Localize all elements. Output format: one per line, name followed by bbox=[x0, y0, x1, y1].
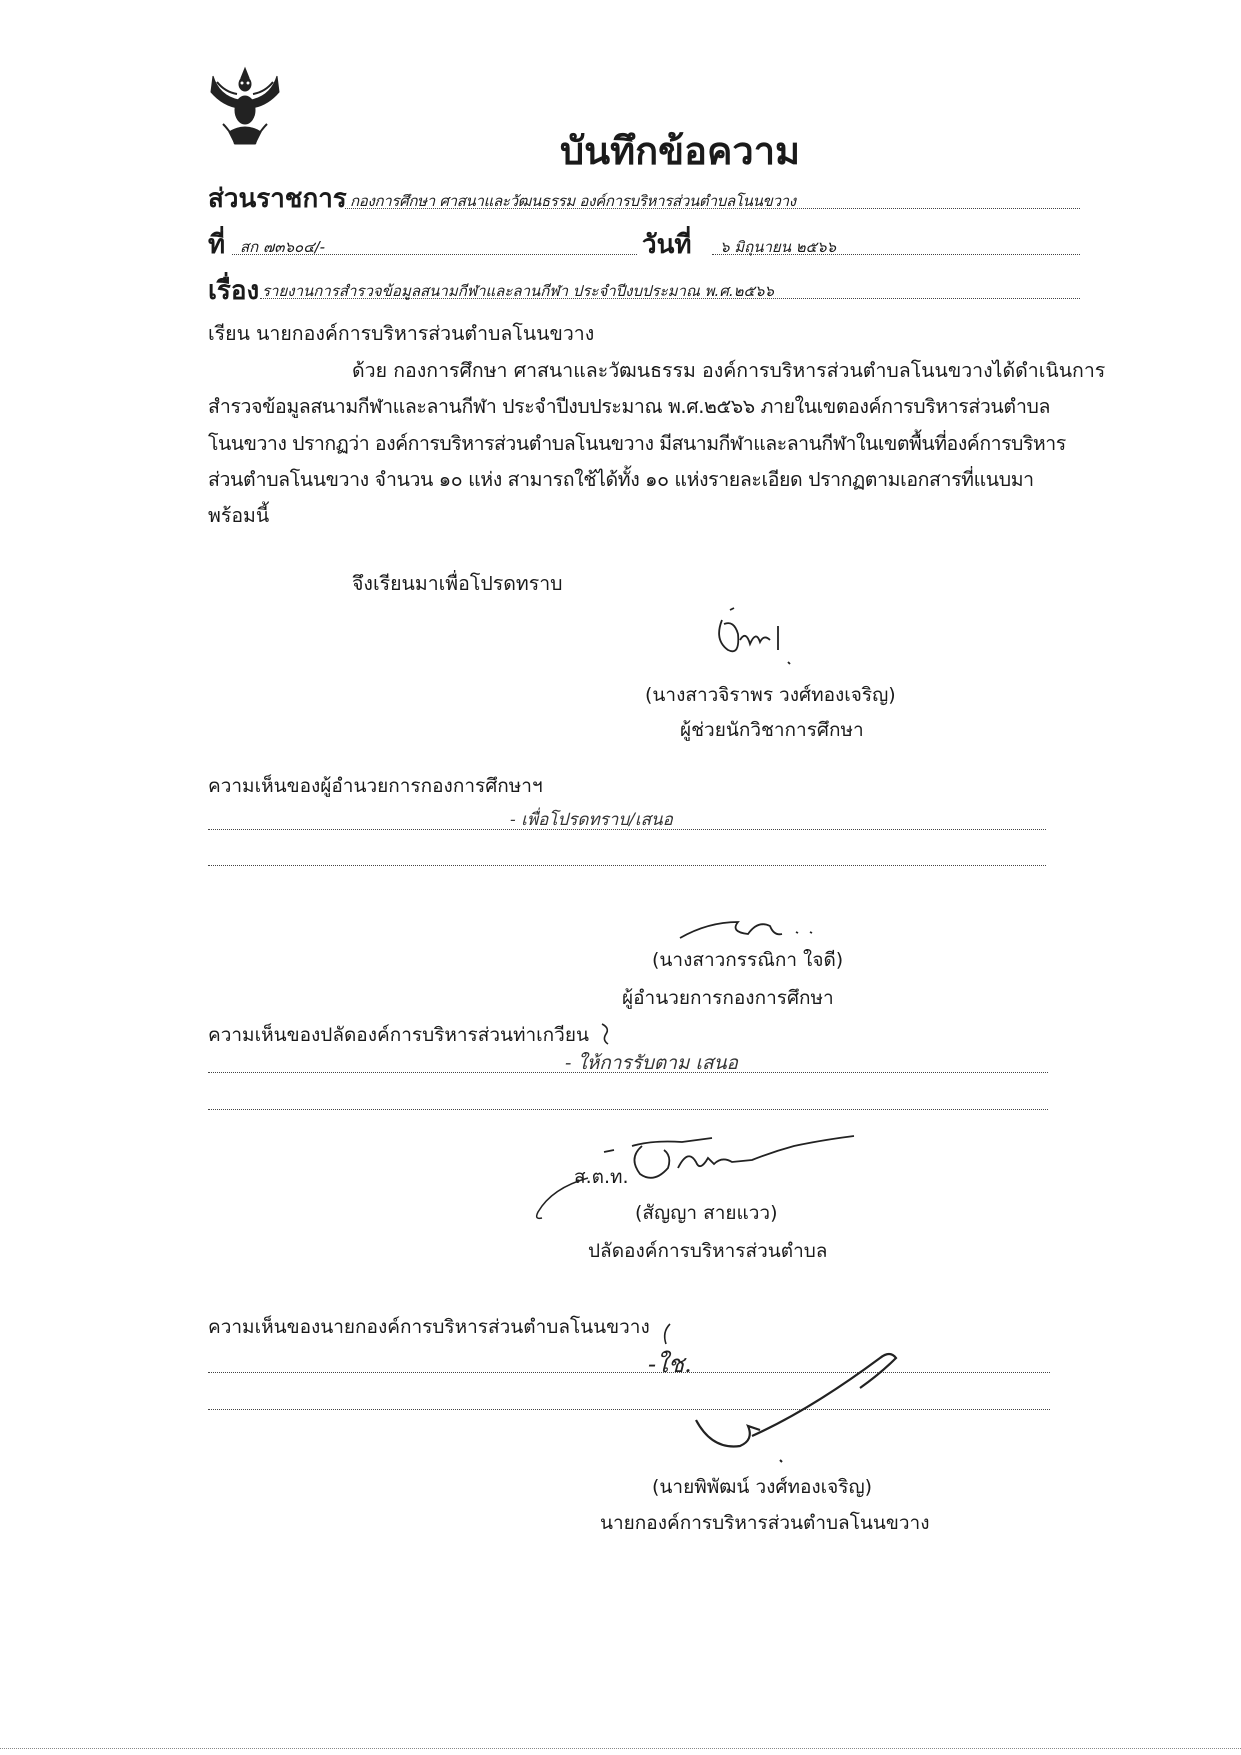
body-line: โนนขวาง ปรากฏว่า องค์การบริหารส่วนตำบลโนนขวาง มีสนามกีฬาและลานกีฬาในเขตพื้นที่องค์การบริหาร bbox=[208, 432, 1066, 455]
scan-edge-artifact bbox=[0, 1748, 1241, 1749]
signer-3-position: ปลัดองค์การบริหารส่วนตำบล bbox=[588, 1240, 828, 1262]
ref-value: สก ๗๓๖๐๔/- bbox=[240, 238, 326, 256]
signer-3-name: (สัญญา สายแวว) bbox=[635, 1202, 778, 1224]
opinion-2-line-2 bbox=[208, 1109, 1048, 1110]
document-title: บันทึกข้อความ bbox=[560, 129, 801, 173]
date-value: ๖ มิถุนายน ๒๕๖๖ bbox=[720, 238, 837, 256]
agency-label: ส่วนราชการ bbox=[208, 184, 347, 214]
opinion-3-handwritten: -ใช. bbox=[648, 1350, 692, 1378]
opinion-1-label: ความเห็นของผู้อำนวยการกองการศึกษาฯ bbox=[208, 775, 543, 797]
body-line: ด้วย กองการศึกษา ศาสนาและวัฒนธรรม องค์การบริหารส่วนตำบลโนนขวางได้ดำเนินการ bbox=[352, 359, 1106, 382]
garuda-emblem-icon bbox=[205, 62, 285, 147]
signer-4-name: (นายพิพัฒน์ วงศ์ทองเจริญ) bbox=[652, 1476, 873, 1498]
subject-value: รายงานการสำรวจข้อมูลสนามกีฬาและลานกีฬา ประจำปีงบประมาณ พ.ศ.๒๕๖๖ bbox=[262, 282, 774, 300]
signer-4-position: นายกองค์การบริหารส่วนตำบลโนนขวาง bbox=[600, 1512, 930, 1534]
body-line: สำรวจข้อมูลสนามกีฬาและลานกีฬา ประจำปีงบประมาณ พ.ศ.๒๕๖๖ ภายในเขตองค์การบริหารส่วนตำบล bbox=[208, 395, 1051, 418]
agency-value: กองการศึกษา ศาสนาและวัฒนธรรม องค์การบริหารส่วนตำบลโนนขวาง bbox=[350, 192, 796, 210]
signature-1-icon bbox=[700, 600, 830, 675]
subject-label: เรื่อง bbox=[208, 276, 260, 306]
signer-1-name: (นางสาวจิราพร วงศ์ทองเจริญ) bbox=[645, 684, 896, 706]
signer-2-position: ผู้อำนวยการกองการศึกษา bbox=[622, 987, 834, 1009]
opinion-1-handwritten: - เพื่อโปรดทราบ/เสนอ bbox=[510, 810, 673, 830]
opinion-2-label: ความเห็นของปลัดองค์การบริหารส่วนท่าเกวียน bbox=[208, 1024, 589, 1046]
opinion-2-handwritten: - ให้การรับตาม เสนอ bbox=[565, 1052, 738, 1074]
signature-4-icon bbox=[690, 1338, 950, 1458]
opinion-1-line-2 bbox=[208, 865, 1046, 866]
signer-2-name: (นางสาวกรรณิกา ใจดี) bbox=[652, 949, 844, 971]
ref-label: ที่ bbox=[208, 230, 226, 260]
signer-3-rank: ส.ต.ท. bbox=[574, 1166, 629, 1188]
opinion-3-label: ความเห็นของนายกองค์การบริหารส่วนตำบลโนนขวาง bbox=[208, 1316, 650, 1338]
signature-2-icon bbox=[678, 908, 818, 948]
body-line: พร้อมนี้ bbox=[208, 504, 270, 527]
date-label: วันที่ bbox=[642, 230, 692, 260]
closing-line: จึงเรียนมาเพื่อโปรดทราบ bbox=[352, 572, 563, 595]
margin-mark-icon bbox=[598, 1020, 614, 1046]
margin-mark-icon bbox=[660, 1322, 674, 1346]
body-line: ส่วนตำบลโนนขวาง จำนวน ๑๐ แห่ง สามารถใช้ได้ทั้ง ๑๐ แห่งรายละเอียด ปรากฏตามเอกสารที่แนบมา bbox=[208, 468, 1034, 491]
signer-1-position: ผู้ช่วยนักวิชาการศึกษา bbox=[680, 719, 864, 741]
salutation: เรียน นายกองค์การบริหารส่วนตำบลโนนขวาง bbox=[208, 322, 595, 345]
